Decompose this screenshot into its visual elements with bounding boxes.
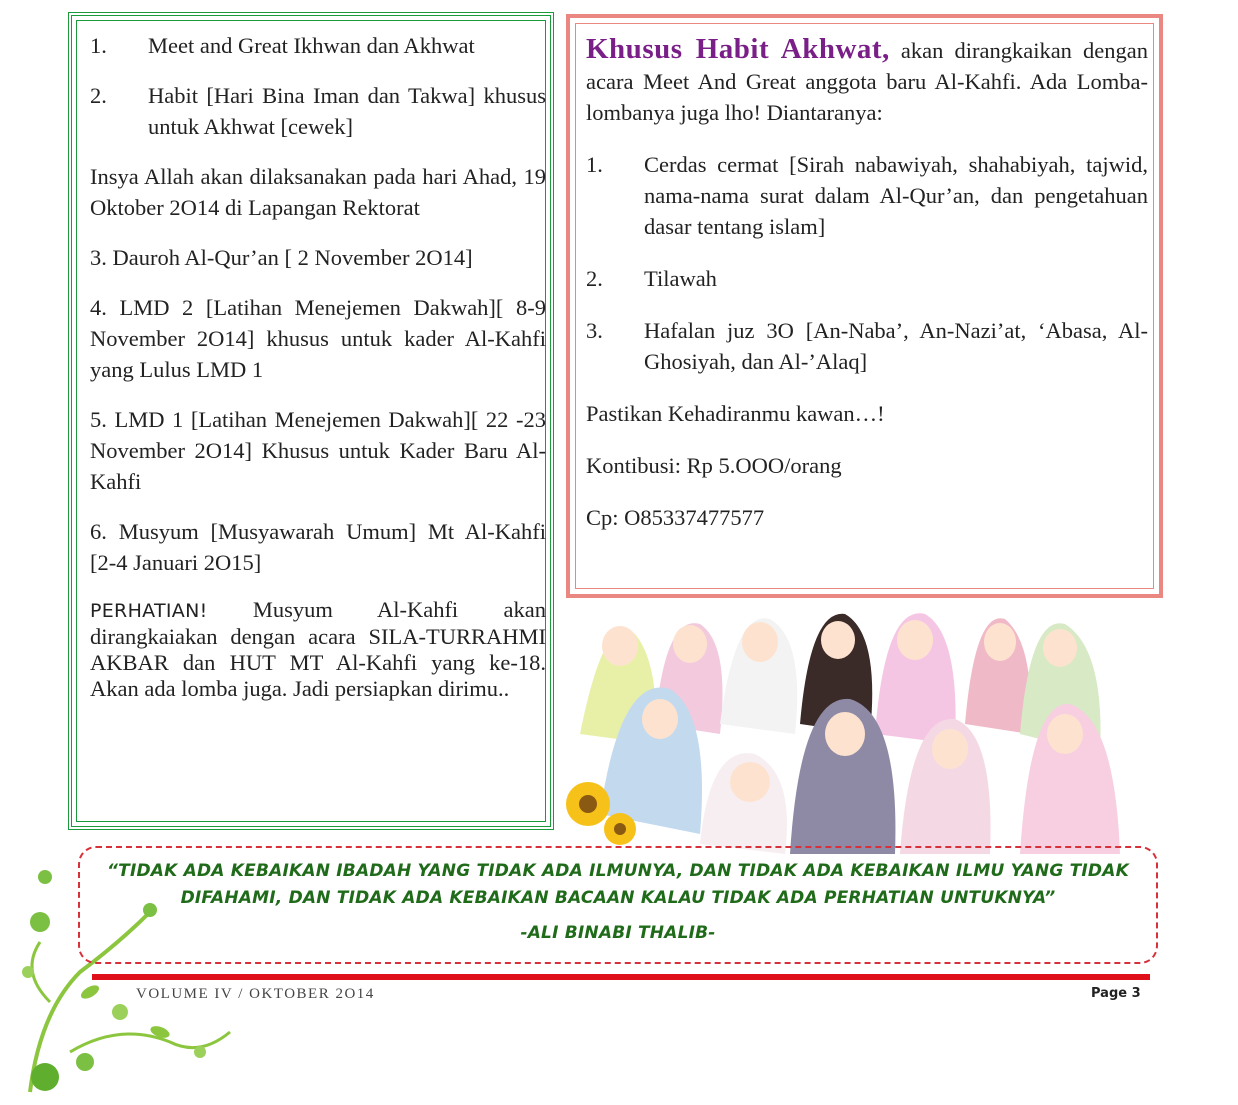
hijab-girls-illustration bbox=[560, 604, 1148, 854]
habit-akhwat-box bbox=[566, 14, 1163, 598]
footer-divider bbox=[92, 974, 1150, 980]
list-text: Meet and Great Ikhwan dan Akhwat bbox=[148, 33, 475, 58]
list-item bbox=[586, 149, 1148, 242]
perhatian-text: Musyum Al-Kahfi akan dirangkaiakan dengan acara SILA-TURRAHMI AKBAR dan HUT MT Al-Kahfi yang ke-18. Akan ada lomba juga. Jadi persiapkan dirimu.. bbox=[90, 597, 546, 701]
quote-box bbox=[78, 846, 1158, 964]
event-item: 4. LMD 2 [Latihan Menejemen Dakwah][ 8-9 November 2O14] khusus untuk kader Al-Kahfi yang Lulus LMD 1 bbox=[90, 295, 546, 382]
list-text: Hafalan juz 3O [An-Naba’, An-Nazi’at, ‘Abasa, Al-Ghosiyah, dan Al-’Alaq] bbox=[644, 318, 1148, 374]
contact-text: Cp: O85337477577 bbox=[586, 505, 765, 530]
quote-author: -ALI BINABI THALIB- bbox=[520, 923, 716, 943]
events-content bbox=[90, 30, 546, 721]
list-text: Cerdas cermat [Sirah nabawiyah, shahabiyah, tajwid, nama-nama surat dalam Al-Qur’an, dan pengetahuan dasar tentang islam] bbox=[644, 152, 1148, 239]
list-number: 1. bbox=[90, 33, 107, 58]
contribution-text: Kontibusi: Rp 5.OOO/orang bbox=[586, 453, 842, 478]
quote-text: “TIDAK ADA KEBAIKAN IBADAH YANG TIDAK ADA ILMUNYA, DAN TIDAK ADA KEBAIKAN ILMU YANG TIDAK DIFAHAMI, DAN TIDAK ADA KEBAIKAN BACAAN KALAU TIDAK ADA PERHATIAN UNTUKNYA” bbox=[107, 861, 1129, 908]
list-text: Habit [Hari Bina Iman dan Takwa] khusus untuk Akhwat [cewek] bbox=[148, 83, 546, 139]
perhatian-note bbox=[90, 597, 546, 702]
events-box bbox=[68, 12, 554, 830]
list-item bbox=[586, 315, 1148, 377]
schedule-note: Insya Allah akan dilaksanakan pada hari Ahad, 19 Oktober 2O14 di Lapangan Rektorat bbox=[90, 164, 546, 220]
list-item bbox=[90, 30, 546, 61]
list-number: 3. bbox=[586, 318, 603, 343]
intro-paragraph bbox=[586, 34, 1148, 128]
footer-page-number: Page 3 bbox=[1091, 986, 1141, 1001]
list-number: 2. bbox=[586, 266, 603, 291]
list-item bbox=[586, 263, 1148, 294]
event-item: 3. Dauroh Al-Qur’an [ 2 November 2O14] bbox=[90, 245, 473, 270]
event-item: 6. Musyum [Musyawarah Umum] Mt Al-Kahfi [2-4 Januari 2O15] bbox=[90, 519, 546, 575]
list-text: Tilawah bbox=[644, 266, 717, 291]
habit-akhwat-content bbox=[586, 34, 1148, 554]
list-number: 1. bbox=[586, 152, 603, 177]
event-item: 5. LMD 1 [Latihan Menejemen Dakwah][ 22 -23 November 2O14] Khusus untuk Kader Baru Al-Kahfi bbox=[90, 407, 546, 494]
intro-text: akan dirangkaikan dengan acara Meet And Great anggota baru Al-Kahfi. Ada Lomba-lombanya juga lho! Diantaranya: bbox=[586, 38, 1148, 125]
list-number: 2. bbox=[90, 83, 107, 108]
section-title: Khusus Habit Akhwat, bbox=[586, 33, 890, 65]
footer-volume: VOLUME IV / OKTOBER 2O14 bbox=[136, 986, 375, 1002]
closing-text: Pastikan Kehadiranmu kawan…! bbox=[586, 401, 885, 426]
list-item bbox=[90, 80, 546, 142]
perhatian-label: PERHATIAN! bbox=[90, 600, 208, 622]
